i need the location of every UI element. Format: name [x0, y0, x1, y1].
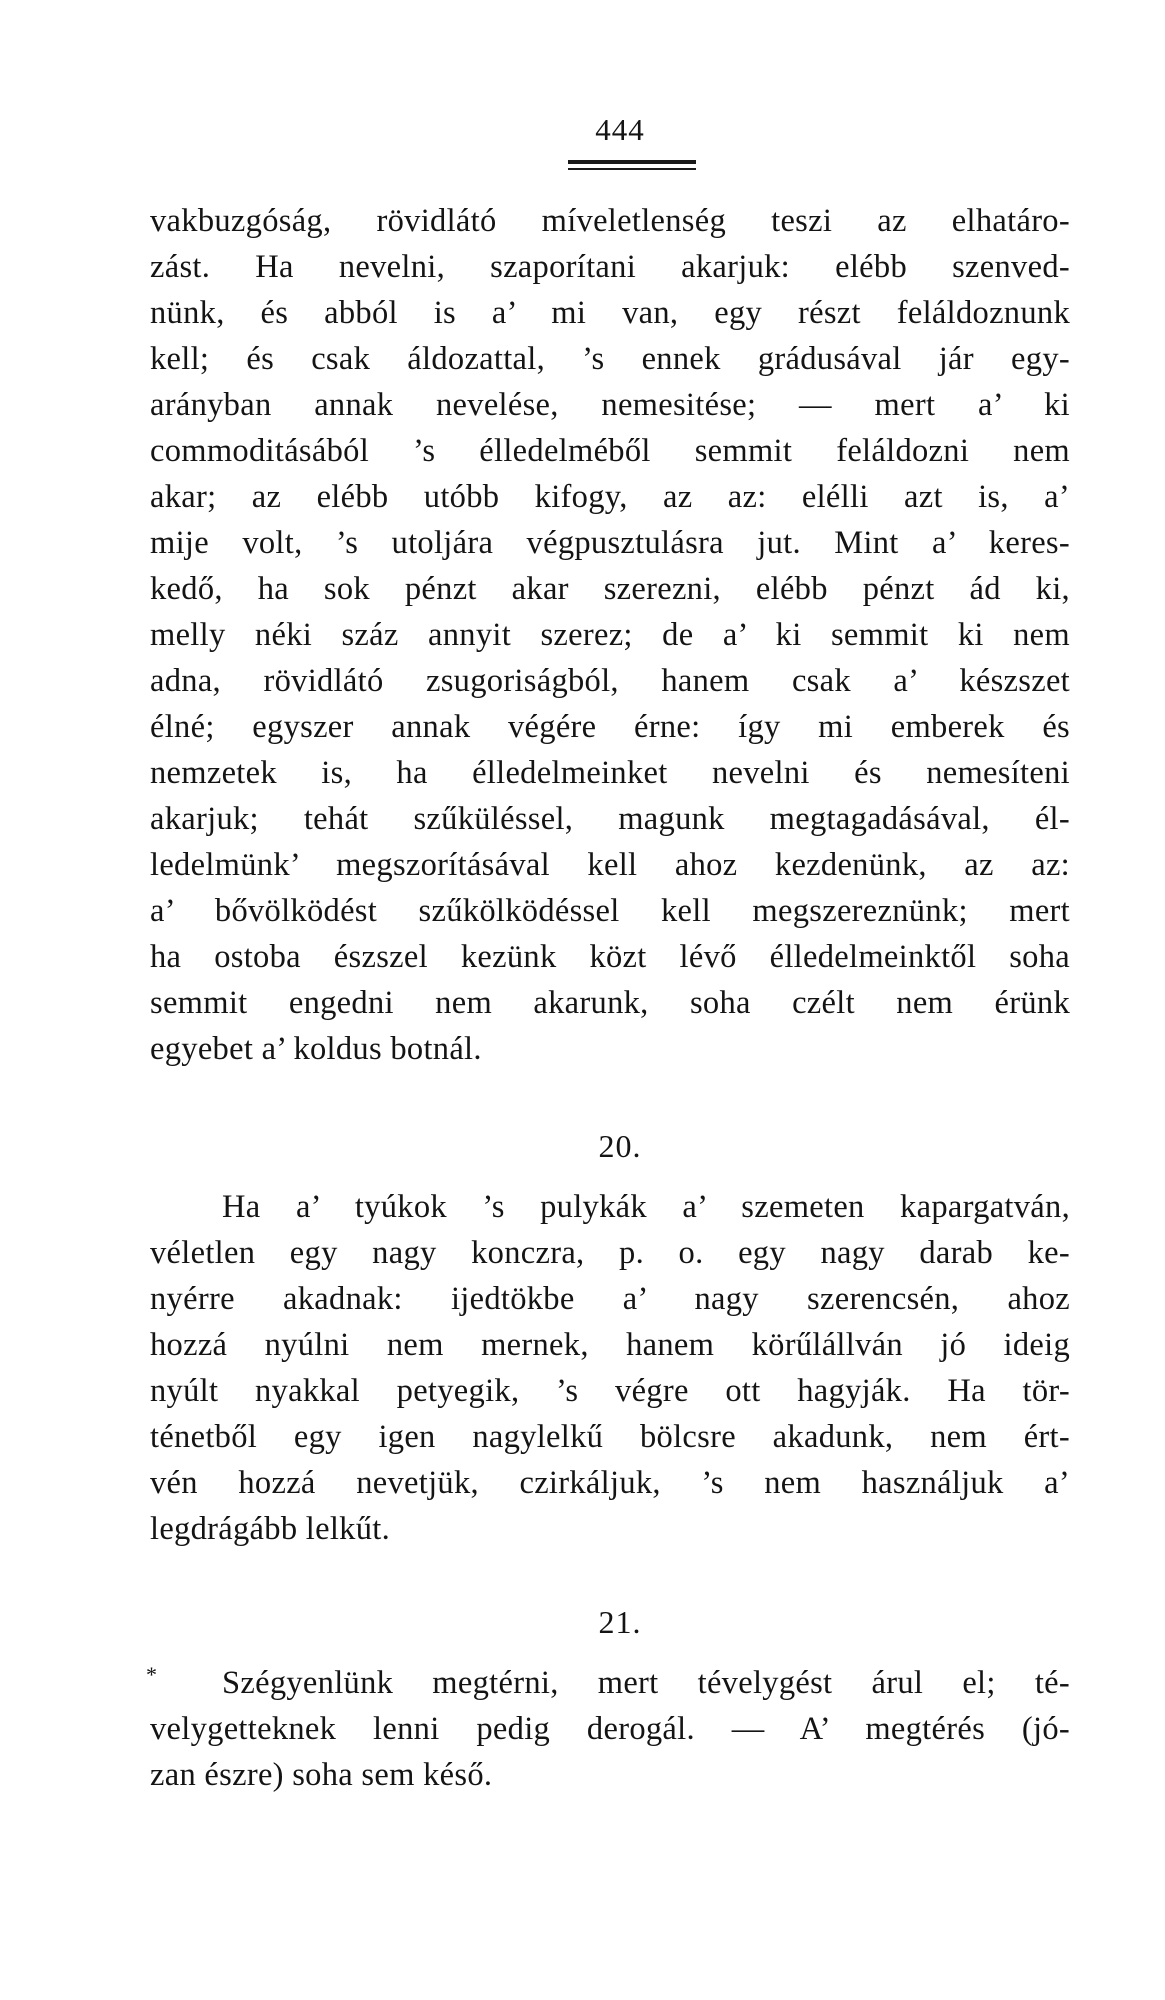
header-rule-thin — [568, 168, 696, 170]
text-line: commoditásából ’s élledelméből semmit feláldozni nem — [150, 433, 1070, 469]
text-line: akarjuk; tehát szűküléssel, magunk megtagadásával, él- — [150, 801, 1070, 837]
text-line: zan észre) soha sem késő. — [150, 1757, 493, 1793]
text-line: Szégyenlünk megtérni, mert tévelygést árul el; té- — [222, 1665, 1070, 1701]
header-rule-thick — [568, 160, 696, 164]
text-line: zást. Ha nevelni, szaporítani akarjuk: elébb szenved- — [150, 249, 1070, 285]
text-line: Ha a’ tyúkok ’s pulykák a’ szemeten kapargatván, — [222, 1189, 1070, 1225]
text-line: adna, rövidlátó zsugoriságból, hanem csak a’ készszet — [150, 663, 1070, 699]
text-line: a’ bővölködést szűkölködéssel kell megszereznünk; mert — [150, 893, 1070, 929]
text-line: arányban annak nevelése, nemesitése; — mert a’ ki — [150, 387, 1070, 423]
text-line: legdrágább lelkűt. — [150, 1511, 391, 1547]
text-line: ténetből egy igen nagylelkű bölcsre akadunk, nem ért- — [150, 1419, 1070, 1455]
text-line: ledelmünk’ megszorításával kell ahoz kezdenünk, az az: — [150, 847, 1070, 883]
text-line: vakbuzgóság, rövidlátó míveletlenség teszi az elhatáro- — [150, 203, 1070, 239]
section-number-21: 21. — [598, 1604, 642, 1640]
page-number: 444 — [595, 112, 645, 147]
text-line: velygetteknek lenni pedig derogál. — A’ megtérés (jó- — [150, 1711, 1070, 1747]
text-line: melly néki száz annyit szerez; de a’ ki semmit ki nem — [150, 617, 1070, 653]
text-line: nyúlt nyakkal petyegik, ’s végre ott hagyják. Ha tör- — [150, 1373, 1070, 1409]
text-line: kell; és csak áldozattal, ’s ennek grádusával jár egy- — [150, 341, 1070, 377]
text-line: nyérre akadnak: ijedtökbe a’ nagy szerencsén, ahoz — [150, 1281, 1070, 1317]
text-line: nünk, és abból is a’ mi van, egy részt feláldoznunk — [150, 295, 1070, 331]
text-line: nemzetek is, ha élledelmeinket nevelni és nemesíteni — [150, 755, 1070, 791]
paragraph-3 — [150, 1660, 1070, 1798]
text-line: kedő, ha sok pénzt akar szerezni, elébb pénzt ád ki, — [150, 571, 1070, 607]
text-line: hozzá nyúlni nem mernek, hanem körűlállván jó ideig — [150, 1327, 1070, 1363]
footnote-mark: * — [146, 1662, 157, 1687]
text-line: egyebet a’ koldus botnál. — [150, 1031, 482, 1067]
text-line: mije volt, ’s utoljára végpusztulásra jut. Mint a’ keres- — [150, 525, 1070, 561]
text-line: semmit engedni nem akarunk, soha czélt nem érünk — [150, 985, 1070, 1021]
text-line: élné; egyszer annak végére érne: így mi emberek és — [150, 709, 1070, 745]
paragraph-1 — [150, 198, 1070, 1072]
text-line: vén hozzá nevetjük, czirkáljuk, ’s nem használjuk a’ — [150, 1465, 1070, 1501]
section-number-20: 20. — [598, 1128, 642, 1164]
text-line: véletlen egy nagy konczra, p. o. egy nagy darab ke- — [150, 1235, 1070, 1271]
text-line: akar; az elébb utóbb kifogy, az az: elélli azt is, a’ — [150, 479, 1070, 515]
paragraph-2 — [150, 1184, 1070, 1552]
text-line: ha ostoba észszel kezünk közt lévő élledelmeinktől soha — [150, 939, 1070, 975]
